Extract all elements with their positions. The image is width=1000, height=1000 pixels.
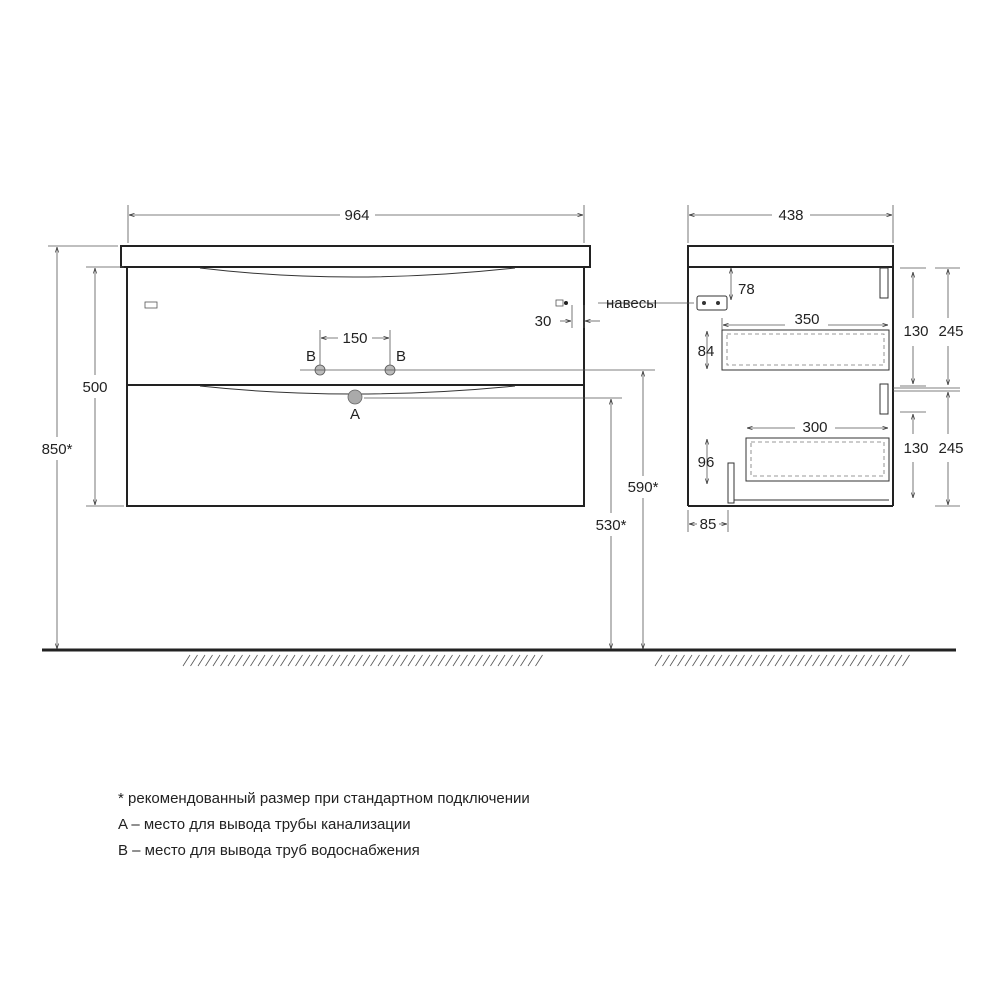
floor-hatch bbox=[236, 655, 243, 666]
height-b-label: 590* bbox=[627, 479, 659, 496]
floor-hatch bbox=[873, 655, 880, 666]
floor-hatch bbox=[258, 655, 265, 666]
floor-hatch bbox=[446, 655, 453, 666]
floor-hatch bbox=[423, 655, 430, 666]
top-section-label: 245 bbox=[938, 323, 964, 340]
hanger-label: навесы bbox=[606, 295, 658, 312]
floor-hatch bbox=[655, 655, 662, 666]
total-height-label: 850* bbox=[41, 441, 73, 458]
floor-hatch bbox=[281, 655, 288, 666]
legend-a: A – место для вывода трубы канализации bbox=[118, 816, 411, 833]
floor-hatch bbox=[723, 655, 730, 666]
top-drawer-front-label: 84 bbox=[697, 343, 715, 360]
hanger-bracket-icon bbox=[697, 296, 727, 310]
floor-hatch bbox=[483, 655, 490, 666]
left-hanger-marker bbox=[145, 302, 157, 308]
floor-hatch bbox=[506, 655, 513, 666]
floor-hatch bbox=[670, 655, 677, 666]
floor-hatch bbox=[371, 655, 378, 666]
floor-hatch bbox=[798, 655, 805, 666]
floor-hatch bbox=[895, 655, 902, 666]
bottom-drawer-depth-label: 300 bbox=[802, 419, 828, 436]
floor-hatch bbox=[468, 655, 475, 666]
floor-hatch bbox=[386, 655, 393, 666]
legend-b: B – место для вывода труб водоснабжения bbox=[118, 842, 420, 859]
back-offset-label: 85 bbox=[699, 516, 717, 533]
floor-hatch bbox=[393, 655, 400, 666]
floor-hatch bbox=[213, 655, 220, 666]
floor-hatch bbox=[865, 655, 872, 666]
top-drawer-handle bbox=[200, 268, 515, 277]
right-hanger-marker bbox=[556, 300, 563, 306]
floor-hatch bbox=[760, 655, 767, 666]
floor-hatch bbox=[318, 655, 325, 666]
floor-hatch bbox=[663, 655, 670, 666]
floor-hatch bbox=[700, 655, 707, 666]
label-a: A bbox=[349, 406, 361, 423]
floor-hatch bbox=[513, 655, 520, 666]
floor-hatch bbox=[528, 655, 535, 666]
bottom-drawer-front bbox=[728, 463, 734, 503]
floor-hatch bbox=[378, 655, 385, 666]
label-b-right: B bbox=[395, 348, 407, 365]
floor-hatch bbox=[416, 655, 423, 666]
bottom-drawer-front-label: 96 bbox=[697, 454, 715, 471]
floor-hatch bbox=[738, 655, 745, 666]
pipe-spacing-label: 150 bbox=[342, 330, 368, 347]
floor-hatch bbox=[311, 655, 318, 666]
legend-note: * рекомендованный размер при стандартном подключении bbox=[118, 790, 530, 807]
floor-hatch bbox=[243, 655, 250, 666]
floor-hatch bbox=[813, 655, 820, 666]
floor-hatch bbox=[333, 655, 340, 666]
floor-hatch bbox=[206, 655, 213, 666]
floor-hatch bbox=[363, 655, 370, 666]
top-drawer-height-label: 130 bbox=[903, 323, 929, 340]
floor-hatch bbox=[303, 655, 310, 666]
front-cabinet bbox=[127, 267, 584, 506]
floor-hatch bbox=[693, 655, 700, 666]
floor-hatch bbox=[850, 655, 857, 666]
floor-hatch bbox=[356, 655, 363, 666]
floor-hatch bbox=[251, 655, 258, 666]
floor-hatch bbox=[228, 655, 235, 666]
floor-hatch bbox=[880, 655, 887, 666]
height-a-label: 530* bbox=[595, 517, 627, 534]
floor-hatch bbox=[820, 655, 827, 666]
floor-hatch bbox=[715, 655, 722, 666]
floor-hatch bbox=[783, 655, 790, 666]
drain-icon bbox=[348, 390, 362, 404]
floor-hatch bbox=[805, 655, 812, 666]
floor-hatch bbox=[753, 655, 760, 666]
floor-hatch bbox=[536, 655, 543, 666]
floor-hatch bbox=[858, 655, 865, 666]
label-b-left: B bbox=[305, 348, 317, 365]
floor-hatch bbox=[438, 655, 445, 666]
width-label: 964 bbox=[344, 207, 370, 224]
floor-hatch bbox=[685, 655, 692, 666]
floor bbox=[42, 650, 956, 666]
floor-hatch bbox=[498, 655, 505, 666]
front-worktop bbox=[121, 246, 590, 267]
floor-hatch bbox=[183, 655, 190, 666]
front-view bbox=[42, 205, 659, 649]
floor-hatch bbox=[273, 655, 280, 666]
top-drawer-depth-label: 350 bbox=[794, 311, 820, 328]
floor-hatch bbox=[521, 655, 528, 666]
floor-hatch bbox=[453, 655, 460, 666]
side-worktop bbox=[688, 246, 893, 267]
floor-hatch bbox=[408, 655, 415, 666]
floor-hatch bbox=[288, 655, 295, 666]
floor-hatch bbox=[903, 655, 910, 666]
bottom-drawer-height-label: 130 bbox=[903, 440, 929, 457]
bottom-section-label: 245 bbox=[938, 440, 964, 457]
hanger-height-label: 78 bbox=[738, 281, 755, 298]
floor-hatch bbox=[431, 655, 438, 666]
floor-hatch bbox=[296, 655, 303, 666]
floor-hatch bbox=[326, 655, 333, 666]
bottom-drawer-box bbox=[746, 438, 889, 481]
floor-hatch bbox=[828, 655, 835, 666]
floor-hatch bbox=[708, 655, 715, 666]
floor-hatch bbox=[835, 655, 842, 666]
floor-hatch bbox=[888, 655, 895, 666]
floor-hatch bbox=[221, 655, 228, 666]
floor-hatch bbox=[775, 655, 782, 666]
floor-hatch bbox=[401, 655, 408, 666]
floor-hatch bbox=[348, 655, 355, 666]
floor-hatch bbox=[491, 655, 498, 666]
floor-hatch bbox=[476, 655, 483, 666]
floor-hatch bbox=[730, 655, 737, 666]
floor-hatch bbox=[790, 655, 797, 666]
floor-hatch bbox=[191, 655, 198, 666]
floor-hatch bbox=[341, 655, 348, 666]
hanger-offset-label: 30 bbox=[534, 313, 552, 330]
floor-hatch bbox=[461, 655, 468, 666]
floor-hatch bbox=[678, 655, 685, 666]
depth-label: 438 bbox=[778, 207, 804, 224]
height-label: 500 bbox=[82, 379, 108, 396]
floor-hatch bbox=[745, 655, 752, 666]
legend bbox=[118, 786, 530, 864]
top-drawer-box bbox=[722, 330, 889, 370]
floor-hatch bbox=[768, 655, 775, 666]
floor-hatch bbox=[198, 655, 205, 666]
floor-hatch bbox=[266, 655, 273, 666]
floor-hatch bbox=[843, 655, 850, 666]
right-hanger-dot bbox=[564, 301, 568, 305]
